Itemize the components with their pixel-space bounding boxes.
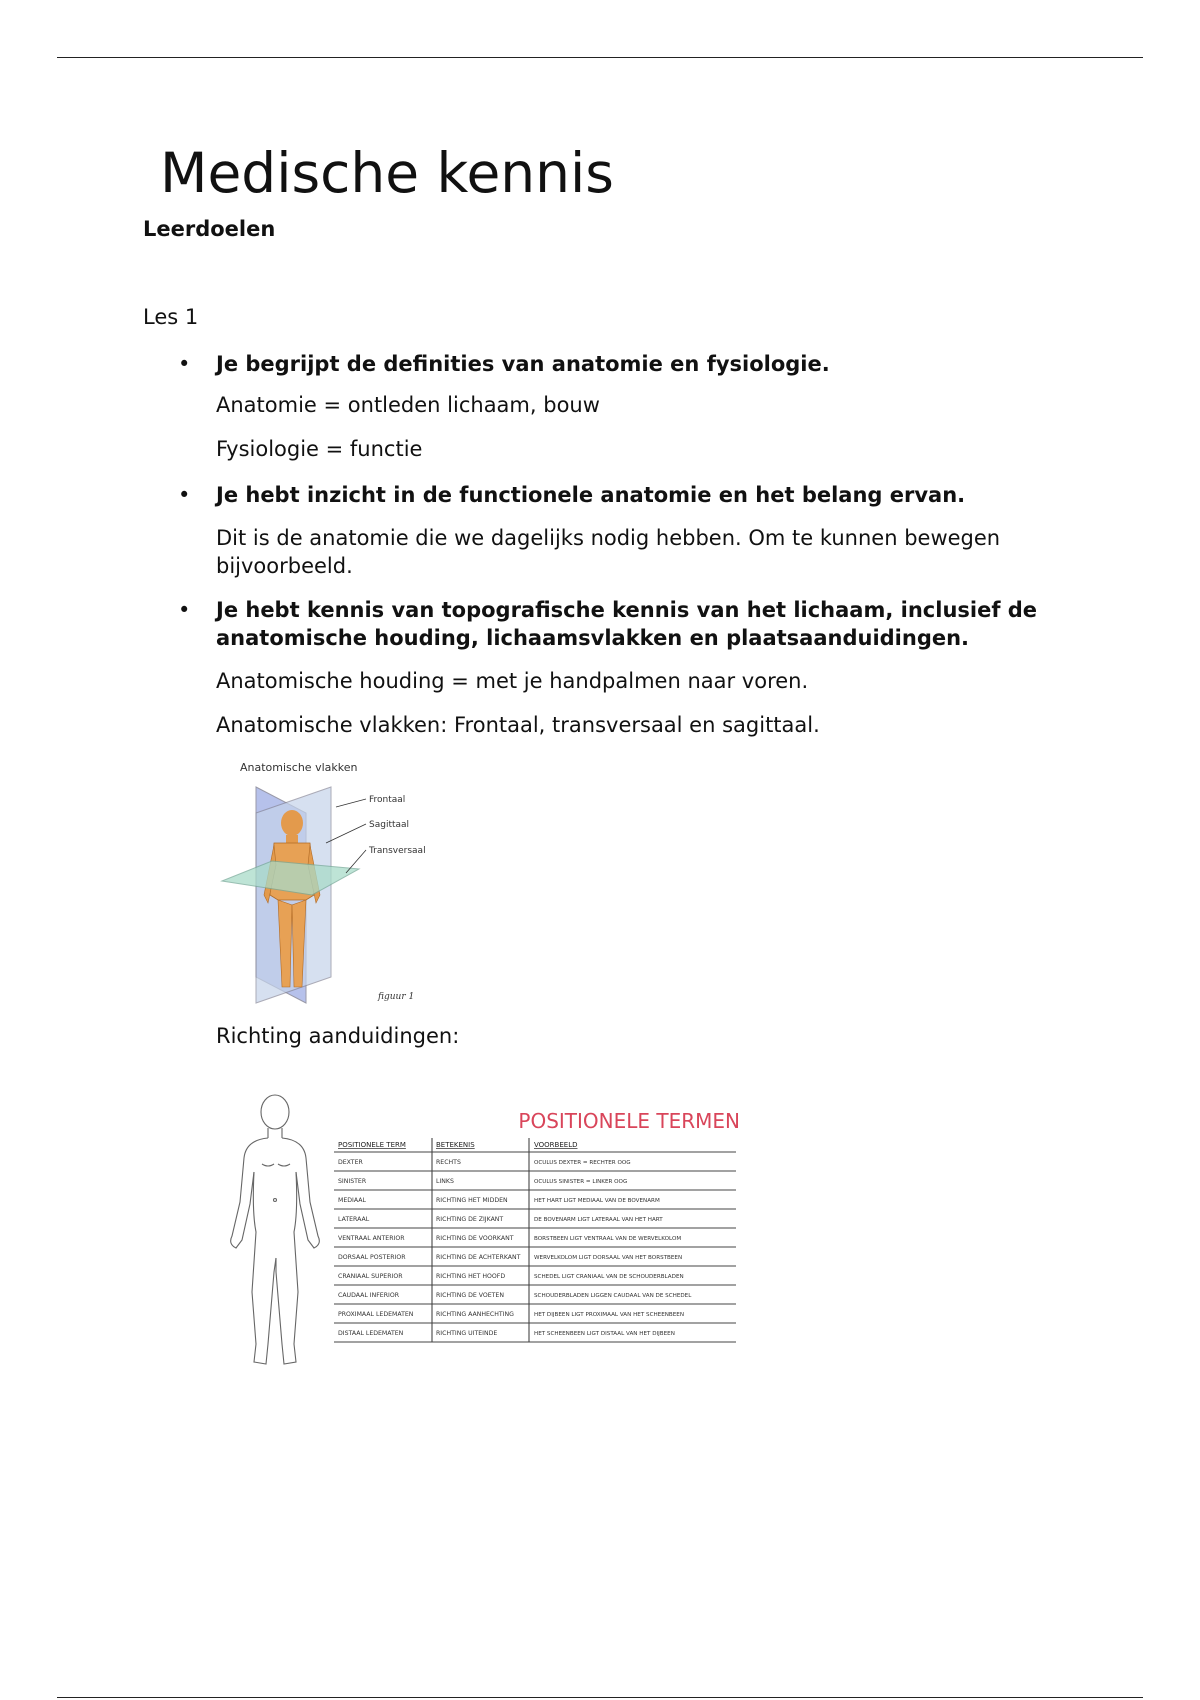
table-cell: RECHTS xyxy=(436,1159,461,1166)
positional-terms-figure xyxy=(216,1072,761,1382)
table-cell: RICHTING HET MIDDEN xyxy=(436,1197,508,1204)
table-cell: HET SCHEENBEEN LIGT DISTAAL VAN HET DIJBEEN xyxy=(534,1331,675,1337)
table-cell: DE BOVENARM LIGT LATERAAL VAN HET HART xyxy=(534,1217,663,1223)
label-transversaal: Transversaal xyxy=(369,846,426,856)
table-cell: RICHTING HET HOOFD xyxy=(436,1273,506,1280)
table-cell: DEXTER xyxy=(338,1159,363,1166)
subtitle: Leerdoelen xyxy=(143,217,276,241)
figure1-caption: figuur 1 xyxy=(378,992,415,1002)
table-cell: DISTAAL LEDEMATEN xyxy=(338,1330,404,1337)
table-cell: OCULUS SINISTER = LINKER OOG xyxy=(534,1179,628,1185)
table-cell: SINISTER xyxy=(338,1178,367,1185)
table-cell: PROXIMAAL LEDEMATEN xyxy=(338,1311,414,1318)
table-cell: HET HART LIGT MEDIAAL VAN DE BOVENARM xyxy=(534,1198,660,1204)
figure1-title: Anatomische vlakken xyxy=(240,761,358,774)
bullet-1: • xyxy=(178,352,191,376)
objective-1-line-1: Anatomie = ontleden lichaam, bouw xyxy=(216,393,600,417)
table-cell: DORSAAL POSTERIOR xyxy=(338,1254,406,1261)
footer-rule xyxy=(57,1697,1143,1698)
objective-3-heading: Je hebt kennis van topografische kennis van het lichaam, inclusief de anatomische houding, lichaamsvlakken en plaatsaanduidingen. xyxy=(216,598,1038,650)
table-cell: RICHTING DE VOETEN xyxy=(436,1292,504,1299)
transverse-plane xyxy=(222,861,359,895)
objective-2-line-1: Dit is de anatomie die we dagelijks nodig hebben. Om te kunnen bewegen bijvoorbeeld. xyxy=(216,526,1001,578)
direction-label: Richting aanduidingen: xyxy=(216,1024,460,1048)
objective-2-heading: Je hebt inzicht in de functionele anatomie en het belang ervan. xyxy=(216,483,966,507)
table-cell: HET DIJBEEN LIGT PROXIMAAL VAN HET SCHEENBEEN xyxy=(534,1312,685,1318)
table-cell: LATERAAL xyxy=(338,1216,370,1223)
table-cell: RICHTING DE VOORKANT xyxy=(436,1235,514,1242)
objective-1-line-2: Fysiologie = functie xyxy=(216,437,423,461)
objective-3-line-2: Anatomische vlakken: Frontaal, transversaal en sagittaal. xyxy=(216,713,820,737)
header-example: VOORBEELD xyxy=(534,1141,578,1149)
header-term: POSITIONELE TERM xyxy=(338,1141,406,1149)
objective-3-line-1: Anatomische houding = met je handpalmen naar voren. xyxy=(216,669,809,693)
label-sagittaal: Sagittaal xyxy=(369,820,410,830)
table-cell: MEDIAAL xyxy=(338,1197,366,1204)
table-cell: SCHEDEL LIGT CRANIAAL VAN DE SCHOUDERBLADEN xyxy=(534,1274,684,1280)
objective-1-heading: Je begrijpt de definities van anatomie en fysiologie. xyxy=(216,352,830,376)
page-title: Medische kennis xyxy=(160,141,614,205)
header-meaning: BETEKENIS xyxy=(436,1141,475,1149)
table-cell: OCULUS DEXTER = RECHTER OOG xyxy=(534,1160,631,1166)
anatomical-planes-figure xyxy=(216,755,431,1005)
bullet-2: • xyxy=(178,483,191,507)
table-cell: RICHTING UITEINDE xyxy=(436,1330,498,1337)
table-cell: VENTRAAL ANTERIOR xyxy=(338,1235,405,1242)
table-cell: RICHTING DE ACHTERKANT xyxy=(436,1254,521,1261)
table-cell: RICHTING AANHECHTING xyxy=(436,1311,514,1318)
table-cell: LINKS xyxy=(436,1178,454,1185)
table-cell: CAUDAAL INFERIOR xyxy=(338,1292,400,1299)
label-frontaal: Frontaal xyxy=(369,795,406,805)
table-cell: BORSTBEEN LIGT VENTRAAL VAN DE WERVELKOLOM xyxy=(534,1236,682,1242)
table-cell: WERVELKOLOM LIGT DORSAAL VAN HET BORSTBEEN xyxy=(534,1255,683,1261)
bullet-3: • xyxy=(178,598,191,622)
table-cell: RICHTING DE ZIJKANT xyxy=(436,1216,504,1223)
lesson-label: Les 1 xyxy=(143,305,199,329)
table-cell: SCHOUDERBLADEN LIGGEN CAUDAAL VAN DE SCHEDEL xyxy=(534,1293,692,1299)
table-cell: CRANIAAL SUPERIOR xyxy=(338,1273,403,1280)
figure2-title: POSITIONELE TERMEN xyxy=(518,1109,740,1133)
header-rule xyxy=(57,57,1143,58)
